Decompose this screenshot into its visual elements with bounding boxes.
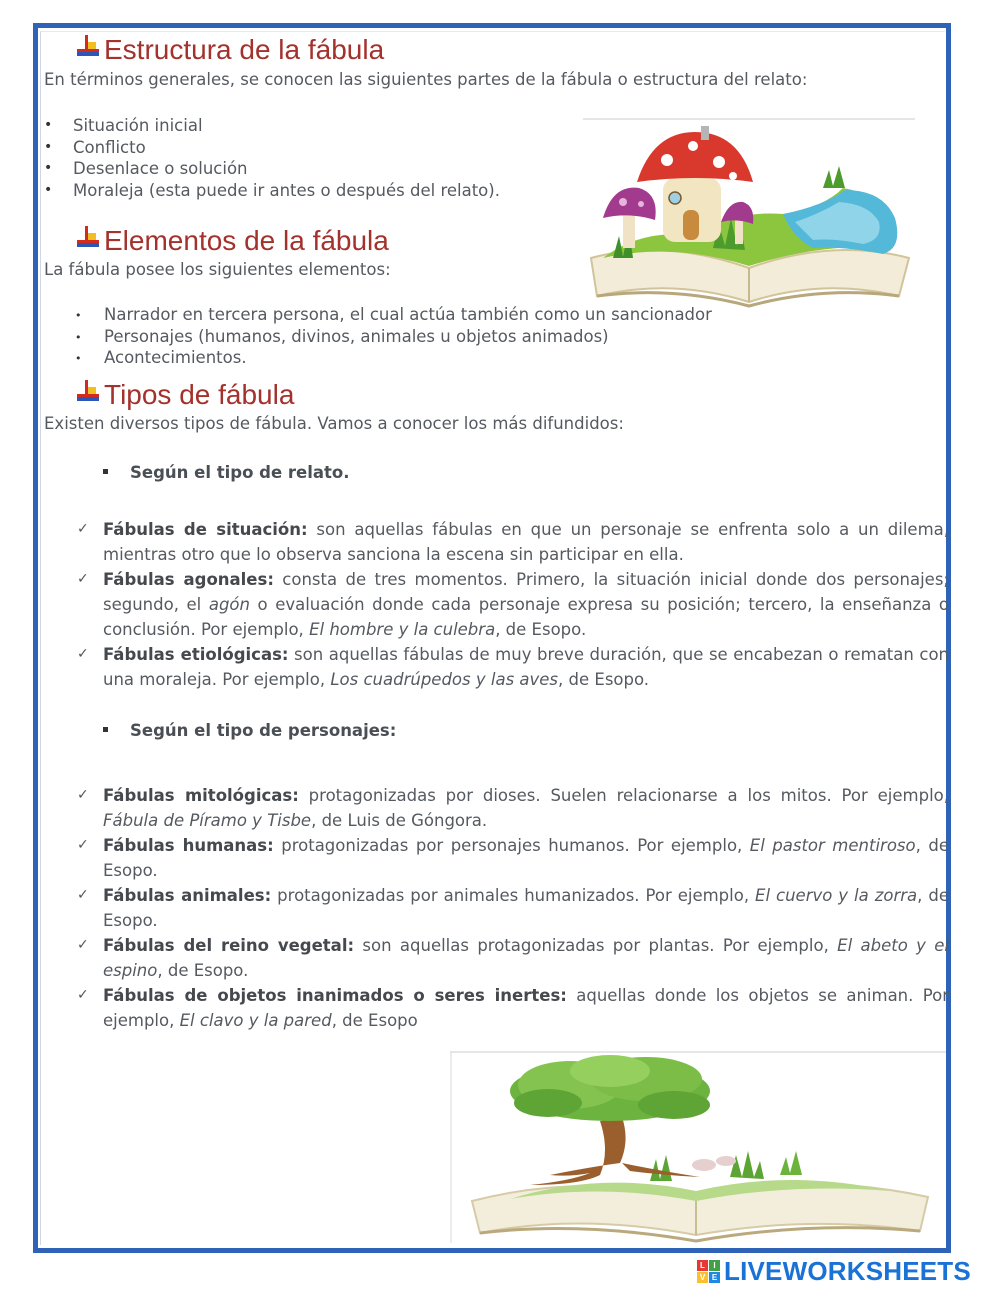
checkmark-icon: ✓ [77, 787, 89, 803]
work-title: Fábula de Píramo y Tisbe [103, 811, 312, 830]
term: Fábulas de situación: [103, 520, 308, 539]
list-item: • Acontecimientos. [75, 347, 712, 369]
description: protagonizadas por dioses. Suelen relacionarse a los mitos. Por ejemplo, [298, 786, 949, 805]
work-title: El cuervo y la zorra [755, 886, 918, 905]
list-item: • Moraleja (esta puede ir antes o después del relato). [44, 180, 500, 202]
intro-elementos: La fábula posee los siguientes elementos: [44, 260, 391, 279]
check-item-situacion [77, 517, 949, 567]
description: son aquellas fábulas en que un personaje se enfrenta solo a un dilema, mientras otro que lo observa sanciona la escena sin participar en ella. [103, 520, 949, 564]
check-item-inanimados [77, 983, 949, 1033]
tree-book-illustration [450, 1051, 946, 1243]
list-item: • Situación inicial [44, 115, 500, 137]
heading-estructura [74, 34, 384, 66]
intro-tipos: Existen diversos tipos de fábula. Vamos a conocer los más difundidos: [44, 414, 624, 433]
list-item: • Personajes (humanos, divinos, animales u objetos animados) [75, 326, 712, 348]
description: son aquellas fábulas de muy breve duración, que se encabezan o rematan con una moraleja. Por ejemplo, [103, 645, 949, 689]
check-item-etiologicas [77, 642, 949, 692]
check-item-animales [77, 883, 949, 933]
description: protagonizadas por personajes humanos. Por ejemplo, [273, 836, 750, 855]
work-title: El abeto y el espino [103, 936, 949, 980]
subheading-relato-text: Según el tipo de relato. [130, 463, 350, 482]
check-item-vegetal [77, 933, 949, 983]
subheading-relato [103, 462, 350, 484]
intro-estructura: En términos generales, se conocen las siguientes partes de la fábula o estructura del relato: [44, 70, 808, 89]
logo-blocks-icon [697, 1260, 721, 1284]
term: Fábulas agonales: [103, 570, 274, 589]
list-item: • Desenlace o solución [44, 158, 500, 180]
term: Fábulas del reino vegetal: [103, 936, 355, 955]
liveworksheets-logo [697, 1256, 997, 1286]
square-bullet-icon [103, 469, 108, 474]
description: , de Esopo. [558, 670, 650, 689]
work-title: Los cuadrúpedos y las aves [330, 670, 559, 689]
italic-term: agón [208, 595, 250, 614]
description: , de Esopo. [495, 620, 587, 639]
description: son aquellas protagonizadas por plantas. Por ejemplo, [354, 936, 838, 955]
check-item-agonales [77, 567, 949, 642]
heading-elementos-text: Elementos de la fábula [104, 225, 389, 256]
term: Fábulas mitológicas: [103, 786, 299, 805]
check-item-humanas [77, 833, 949, 883]
subheading-personajes-text: Según el tipo de personajes: [130, 721, 397, 740]
description: aquellas donde los objetos se animan. Por ejemplo, [103, 986, 950, 1030]
term: Fábulas animales: [103, 886, 272, 905]
brand-name: LIVEWORKSHEETS [724, 1256, 971, 1286]
checkmark-icon: ✓ [77, 521, 89, 537]
logo-letter: E [709, 1272, 720, 1283]
term: Fábulas humanas: [103, 836, 274, 855]
description: , de Esopo. [157, 961, 249, 980]
description: protagonizadas por animales humanizados. Por ejemplo, [271, 886, 756, 905]
checkmark-icon: ✓ [77, 646, 89, 662]
description: , de Luis de Góngora. [311, 811, 488, 830]
checkmark-icon: ✓ [77, 937, 89, 953]
work-title: El clavo y la pared [179, 1011, 332, 1030]
heading-bullet-icon [74, 34, 102, 62]
heading-estructura-text: Estructura de la fábula [104, 34, 385, 65]
logo-letter: I [709, 1260, 720, 1271]
list-estructura [44, 115, 500, 201]
heading-bullet-icon [74, 379, 102, 407]
heading-bullet-icon [74, 225, 102, 253]
subheading-personajes [103, 720, 396, 742]
description: o evaluación donde cada personaje expresa su posición; tercero, la enseñanza o conclusión. Por ejemplo, [103, 595, 949, 639]
list-item: • Conflicto [44, 137, 500, 159]
logo-letter: L [697, 1260, 708, 1271]
work-title: El hombre y la culebra [309, 620, 496, 639]
work-title: El pastor mentiroso [749, 836, 916, 855]
heading-tipos-text: Tipos de fábula [104, 379, 295, 410]
checkmark-icon: ✓ [77, 887, 89, 903]
description: , de Esopo. [103, 886, 949, 930]
mushroom-book-illustration [583, 118, 915, 308]
description: consta de tres momentos. Primero, la situación inicial donde dos personajes; segundo, el [103, 570, 949, 614]
description: , de Esopo. [103, 836, 949, 880]
square-bullet-icon [103, 727, 108, 732]
heading-tipos [74, 379, 294, 411]
list-elementos [75, 304, 712, 369]
description: , de Esopo [331, 1011, 418, 1030]
checkmark-icon: ✓ [77, 571, 89, 587]
list-item: • Narrador en tercera persona, el cual actúa también como un sancionador [75, 304, 712, 326]
logo-letter: V [697, 1272, 708, 1283]
checkmark-icon: ✓ [77, 987, 89, 1003]
term: Fábulas de objetos inanimados o seres inertes: [103, 986, 567, 1005]
heading-elementos [74, 225, 389, 257]
checkmark-icon: ✓ [77, 837, 89, 853]
term: Fábulas etiológicas: [103, 645, 289, 664]
check-item-mitologicas [77, 783, 949, 833]
